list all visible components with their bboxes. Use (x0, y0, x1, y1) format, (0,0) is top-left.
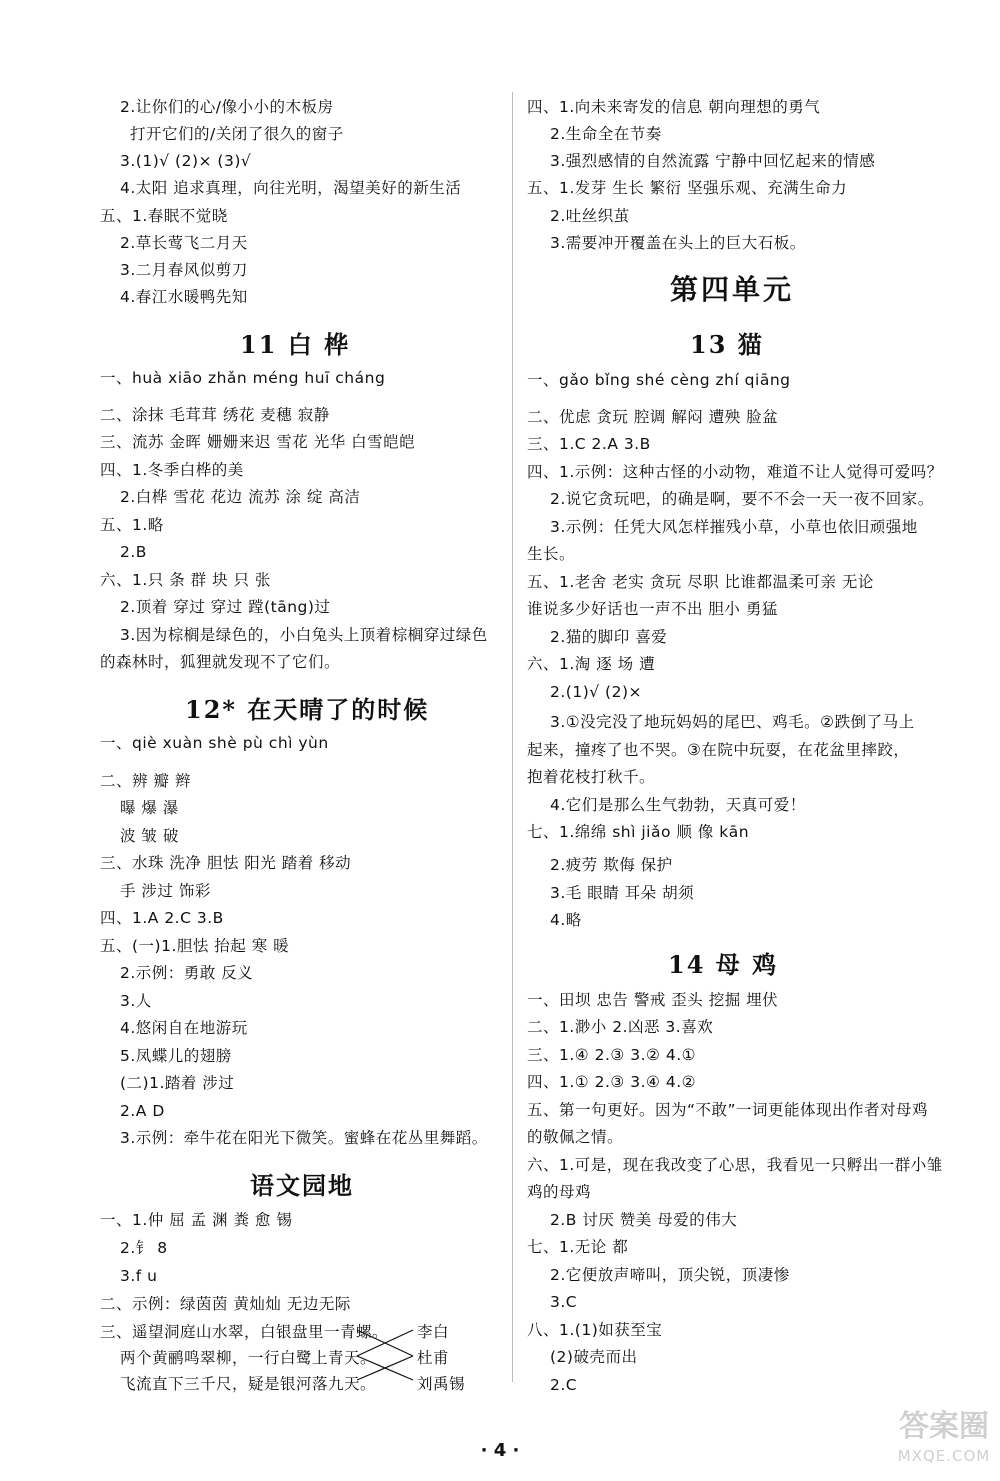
answer-line: 2.生命全在节奏 (550, 125, 662, 143)
answer-line: 三、流苏 金晖 姗姗来迟 雪花 光华 白雪皑皑 (100, 433, 416, 451)
answer-line: 起来，撞疼了也不哭。③在院中玩耍，在花盆里摔跤， (527, 741, 910, 759)
answer-line: 鸡的母鸡 (527, 1183, 592, 1201)
answer-line: 五、1.发芽 生长 繁衍 坚强乐观、充满生命力 (527, 179, 848, 197)
matching-lines (355, 1320, 417, 1390)
answer-line: 八、1.(1)如获至宝 (527, 1321, 663, 1339)
answer-line: 一、huà xiāo zhǎn méng huī cháng (100, 369, 386, 387)
answer-line: 2.草长莺飞二月天 (120, 234, 248, 252)
answer-line: 3.f u (120, 1267, 158, 1285)
answer-line: 六、1.淘 逐 场 遭 (527, 655, 656, 673)
answer-line: 二、1.渺小 2.凶恶 3.喜欢 (527, 1018, 714, 1036)
answer-line: 2.让你们的心/像小小的木板房 (120, 98, 334, 116)
answer-line: 2.疲劳 欺侮 保护 (550, 856, 673, 874)
answer-line: 四、1.向未来寄发的信息 朝向理想的勇气 (527, 98, 821, 116)
answer-line: 3.(1)√ (2)× (3)√ (120, 152, 252, 170)
answer-line: 一、qiè xuàn shè pù chì yùn (100, 734, 329, 752)
answer-line: 二、示例：绿茵茵 黄灿灿 无边无际 (100, 1295, 351, 1313)
answer-line: 四、1.A 2.C 3.B (100, 909, 224, 927)
answer-line: 2.B 讨厌 赞美 母爱的伟大 (550, 1211, 738, 1229)
answer-line: 波 皱 破 (120, 827, 179, 845)
answer-line: 2.A D (120, 1102, 165, 1120)
answer-line: 2.C (550, 1376, 578, 1394)
answer-line: 4.太阳 追求真理，向往光明，渴望美好的新生活 (120, 179, 462, 197)
answer-line: 生长。 (527, 545, 576, 563)
answer-line: 2.B (120, 543, 147, 561)
answer-line: 5.凤蝶儿的翅膀 (120, 1047, 232, 1065)
section-title: 14 母 鸡 (668, 950, 779, 979)
answer-line: 杜甫 (417, 1349, 450, 1367)
answer-line: 2.说它贪玩吧，的确是啊，要不不会一天一夜不回家。 (550, 490, 934, 508)
answer-line: 飞流直下三千尺，疑是银河落九天。 (120, 1375, 377, 1393)
answer-line: 4.春江水暖鸭先知 (120, 288, 248, 306)
answer-line: 谁说多少好话也一声不出 胆小 勇猛 (527, 600, 778, 618)
answer-line: 的森林时，狐狸就发现不了它们。 (100, 653, 341, 671)
answer-line: 3.二月春风似剪刀 (120, 261, 248, 279)
answer-line: 五、1.略 (100, 516, 164, 534)
answer-line: 七、1.绵绵 shì jiǎo 顺 像 kān (527, 823, 750, 841)
answer-line: 3.强烈感情的自然流露 宁静中回忆起来的情感 (550, 152, 876, 170)
answer-line: 三、1.④ 2.③ 3.② 4.① (527, 1046, 697, 1064)
answer-line: (二)1.踏着 涉过 (120, 1074, 235, 1092)
answer-line: 2.猫的脚印 喜爱 (550, 628, 668, 646)
answer-line: 五、(一)1.胆怯 抬起 寒 暖 (100, 937, 290, 955)
answer-line: 3.示例：牵牛花在阳光下微笑。蜜蜂在花丛里舞蹈。 (120, 1129, 488, 1147)
answer-line: 2.它便放声啼叫，顶尖锐，顶凄惨 (550, 1266, 790, 1284)
answer-line: 六、1.只 条 群 块 只 张 (100, 571, 271, 589)
answer-line: 三、1.C 2.A 3.B (527, 435, 651, 453)
section-title: 13 猫 (690, 330, 764, 359)
answer-line: 二、涂抹 毛茸茸 绣花 麦穗 寂静 (100, 406, 330, 424)
answer-line: 五、第一句更好。因为“不敢”一词更能体现出作者对母鸡 (527, 1101, 929, 1119)
answer-line: 3.人 (120, 992, 152, 1010)
answer-line: 抱着花枝打秋千。 (527, 768, 656, 786)
answer-line: 三、遥望洞庭山水翠，白银盘里一青螺。 (100, 1323, 389, 1341)
answer-line: 3.C (550, 1293, 578, 1311)
section-title: 11 白 桦 (240, 330, 351, 359)
answer-line: 二、优虑 贪玩 腔调 解闷 遭殃 脸盆 (527, 408, 779, 426)
answer-line: 3.因为棕榈是绿色的，小白兔头上顶着棕榈穿过绿色 (120, 626, 488, 644)
answer-line: 二、辨 瓣 辫 (100, 772, 191, 790)
answer-line: 4.悠闲自在地游玩 (120, 1019, 248, 1037)
watermark-logo (894, 1407, 994, 1477)
answer-line: 五、1.春眠不觉晓 (100, 207, 228, 225)
answer-line: 3.需要冲开覆盖在头上的巨大石板。 (550, 234, 806, 252)
answer-line: 3.毛 眼睛 耳朵 胡须 (550, 884, 695, 902)
answer-line: 2.(1)√ (2)× (550, 683, 642, 701)
unit-title: 第四单元 (670, 273, 795, 306)
answer-line: 2.钅 8 (120, 1239, 168, 1257)
answer-line: 一、田坝 忠告 警戒 歪头 挖掘 埋伏 (527, 991, 779, 1009)
answer-line: 3.示例：任凭大风怎样摧残小草，小草也依旧顽强地 (550, 518, 918, 536)
answer-line: 七、1.无论 都 (527, 1238, 629, 1256)
answer-line: 四、1.冬季白桦的美 (100, 461, 244, 479)
answer-line: 四、1.① 2.③ 3.④ 4.② (527, 1073, 697, 1091)
answer-line: 手 涉过 饰彩 (120, 882, 211, 900)
answer-line: 李白 (417, 1323, 450, 1341)
answer-line: 2.白桦 雪花 花边 流苏 涂 绽 高洁 (120, 488, 361, 506)
answer-line: (2)破壳而出 (550, 1348, 638, 1366)
answer-line: 曝 爆 瀑 (120, 799, 179, 817)
answer-line: 打开它们的/关闭了很久的窗子 (130, 125, 344, 143)
section-title: 12* 在天晴了的时候 (185, 695, 430, 724)
answer-line: 2.顶着 穿过 穿过 蹚(tāng)过 (120, 598, 331, 616)
column-divider (512, 92, 513, 1382)
answer-line: 4.它们是那么生气勃勃，天真可爱！ (550, 796, 806, 814)
answer-line: 一、1.仲 屈 孟 渊 粪 愈 锡 (100, 1211, 293, 1229)
page-number: · 4 · (480, 1440, 520, 1461)
answer-line: 六、1.可是，现在我改变了心思，我看见一只孵出一群小雏 (527, 1156, 943, 1174)
answer-line: 4.略 (550, 911, 582, 929)
section-title: 语文园地 (250, 1171, 354, 1200)
answer-line: 两个黄鹂鸣翠柳，一行白鹭上青天。 (120, 1349, 377, 1367)
answer-line: 2.示例：勇敢 反义 (120, 964, 254, 982)
answer-line: 的敬佩之情。 (527, 1128, 624, 1146)
answer-line: 一、gǎo bǐng shé cèng zhí qiāng (527, 371, 791, 389)
answer-line: 五、1.老舍 老实 贪玩 尽职 比谁都温柔可亲 无论 (527, 573, 874, 591)
answer-line: 3.①没完没了地玩妈妈的尾巴、鸡毛。②跌倒了马上 (550, 713, 915, 731)
answer-line: 三、水珠 洗净 胆怯 阳光 踏着 移动 (100, 854, 352, 872)
watermark-url: MXQE.COM (897, 1447, 991, 1465)
answer-line: 刘禹锡 (417, 1375, 466, 1393)
watermark-text: 答案圈 (899, 1409, 989, 1444)
answer-line: 四、1.示例：这种古怪的小动物，难道不让人觉得可爱吗？ (527, 463, 943, 481)
answer-line: 2.吐丝织茧 (550, 207, 630, 225)
